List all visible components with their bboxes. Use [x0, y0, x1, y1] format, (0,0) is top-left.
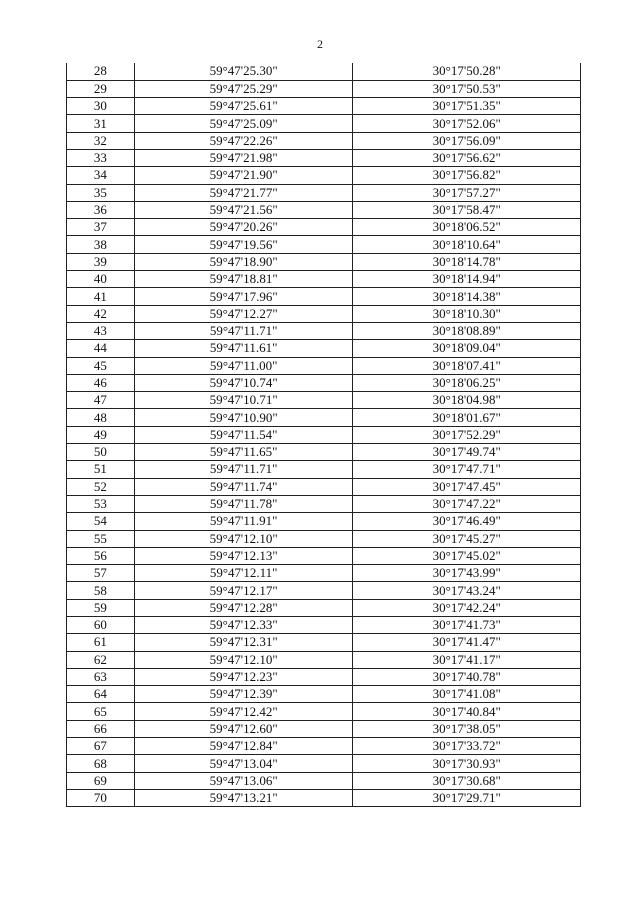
table-row [67, 98, 581, 115]
point-number-cell: 38 [67, 236, 135, 253]
latitude-cell: 59°47'18.81" [134, 271, 353, 288]
longitude-cell: 30°18'09.04" [353, 340, 581, 357]
longitude-cell: 30°17'47.71" [353, 461, 581, 478]
table-row [67, 132, 581, 149]
point-number-cell: 55 [67, 530, 135, 547]
longitude-cell: 30°18'07.41" [353, 357, 581, 374]
point-number-cell: 50 [67, 444, 135, 461]
latitude-cell: 59°47'19.56" [134, 236, 353, 253]
longitude-cell: 30°17'51.35" [353, 98, 581, 115]
longitude-cell: 30°17'50.28" [353, 63, 581, 80]
latitude-cell: 59°47'12.10" [134, 651, 353, 668]
table-row [67, 634, 581, 651]
table-row [67, 80, 581, 97]
table-row [67, 565, 581, 582]
table-row [67, 530, 581, 547]
point-number-cell: 63 [67, 668, 135, 685]
longitude-cell: 30°17'56.82" [353, 167, 581, 184]
latitude-cell: 59°47'11.71" [134, 461, 353, 478]
longitude-cell: 30°17'29.71" [353, 789, 581, 806]
longitude-cell: 30°17'40.78" [353, 668, 581, 685]
latitude-cell: 59°47'21.77" [134, 184, 353, 201]
latitude-cell: 59°47'12.10" [134, 530, 353, 547]
point-number-cell: 32 [67, 132, 135, 149]
longitude-cell: 30°17'41.47" [353, 634, 581, 651]
point-number-cell: 59 [67, 599, 135, 616]
latitude-cell: 59°47'21.56" [134, 201, 353, 218]
table-row [67, 738, 581, 755]
point-number-cell: 46 [67, 374, 135, 391]
latitude-cell: 59°47'13.04" [134, 755, 353, 772]
latitude-cell: 59°47'13.06" [134, 772, 353, 789]
longitude-cell: 30°18'14.38" [353, 288, 581, 305]
point-number-cell: 41 [67, 288, 135, 305]
point-number-cell: 37 [67, 219, 135, 236]
latitude-cell: 59°47'25.30" [134, 63, 353, 80]
point-number-cell: 53 [67, 495, 135, 512]
point-number-cell: 54 [67, 513, 135, 530]
latitude-cell: 59°47'12.39" [134, 686, 353, 703]
longitude-cell: 30°17'41.08" [353, 686, 581, 703]
longitude-cell: 30°17'52.06" [353, 115, 581, 132]
table-row [67, 392, 581, 409]
table-row [67, 115, 581, 132]
longitude-cell: 30°18'14.94" [353, 271, 581, 288]
table-row [67, 426, 581, 443]
longitude-cell: 30°17'57.27" [353, 184, 581, 201]
latitude-cell: 59°47'21.98" [134, 149, 353, 166]
table-row [67, 374, 581, 391]
longitude-cell: 30°17'56.09" [353, 132, 581, 149]
longitude-cell: 30°17'50.53" [353, 80, 581, 97]
point-number-cell: 49 [67, 426, 135, 443]
point-number-cell: 51 [67, 461, 135, 478]
coordinates-table-body [67, 63, 581, 807]
latitude-cell: 59°47'12.13" [134, 547, 353, 564]
latitude-cell: 59°47'11.71" [134, 322, 353, 339]
longitude-cell: 30°17'41.17" [353, 651, 581, 668]
point-number-cell: 69 [67, 772, 135, 789]
table-row [67, 63, 581, 80]
point-number-cell: 29 [67, 80, 135, 97]
table-row [67, 409, 581, 426]
table-row [67, 495, 581, 512]
table-row [67, 668, 581, 685]
latitude-cell: 59°47'12.31" [134, 634, 353, 651]
latitude-cell: 59°47'25.61" [134, 98, 353, 115]
point-number-cell: 62 [67, 651, 135, 668]
latitude-cell: 59°47'12.84" [134, 738, 353, 755]
latitude-cell: 59°47'12.33" [134, 617, 353, 634]
point-number-cell: 39 [67, 253, 135, 270]
point-number-cell: 33 [67, 149, 135, 166]
point-number-cell: 44 [67, 340, 135, 357]
point-number-cell: 68 [67, 755, 135, 772]
table-row [67, 686, 581, 703]
latitude-cell: 59°47'12.17" [134, 582, 353, 599]
longitude-cell: 30°18'10.30" [353, 305, 581, 322]
table-row [67, 755, 581, 772]
point-number-cell: 47 [67, 392, 135, 409]
point-number-cell: 66 [67, 720, 135, 737]
table-row [67, 184, 581, 201]
latitude-cell: 59°47'11.65" [134, 444, 353, 461]
table-row [67, 547, 581, 564]
table-row [67, 322, 581, 339]
point-number-cell: 57 [67, 565, 135, 582]
longitude-cell: 30°18'08.89" [353, 322, 581, 339]
point-number-cell: 60 [67, 617, 135, 634]
longitude-cell: 30°17'49.74" [353, 444, 581, 461]
latitude-cell: 59°47'11.54" [134, 426, 353, 443]
point-number-cell: 31 [67, 115, 135, 132]
table-row [67, 599, 581, 616]
longitude-cell: 30°17'47.22" [353, 495, 581, 512]
latitude-cell: 59°47'10.74" [134, 374, 353, 391]
table-row [67, 461, 581, 478]
table-row [67, 253, 581, 270]
table-row [67, 236, 581, 253]
coordinates-table [66, 63, 581, 807]
longitude-cell: 30°18'01.67" [353, 409, 581, 426]
latitude-cell: 59°47'25.29" [134, 80, 353, 97]
table-row [67, 357, 581, 374]
point-number-cell: 67 [67, 738, 135, 755]
latitude-cell: 59°47'12.23" [134, 668, 353, 685]
table-row [67, 478, 581, 495]
latitude-cell: 59°47'18.90" [134, 253, 353, 270]
table-row [67, 201, 581, 218]
longitude-cell: 30°17'52.29" [353, 426, 581, 443]
longitude-cell: 30°17'42.24" [353, 599, 581, 616]
point-number-cell: 61 [67, 634, 135, 651]
table-row [67, 617, 581, 634]
table-row [67, 288, 581, 305]
table-row [67, 720, 581, 737]
latitude-cell: 59°47'10.71" [134, 392, 353, 409]
longitude-cell: 30°17'30.68" [353, 772, 581, 789]
longitude-cell: 30°17'45.27" [353, 530, 581, 547]
point-number-cell: 70 [67, 789, 135, 806]
table-row [67, 219, 581, 236]
table-row [67, 340, 581, 357]
point-number-cell: 36 [67, 201, 135, 218]
point-number-cell: 52 [67, 478, 135, 495]
table-row [67, 789, 581, 806]
latitude-cell: 59°47'21.90" [134, 167, 353, 184]
longitude-cell: 30°18'06.25" [353, 374, 581, 391]
latitude-cell: 59°47'22.26" [134, 132, 353, 149]
point-number-cell: 40 [67, 271, 135, 288]
longitude-cell: 30°17'38.05" [353, 720, 581, 737]
longitude-cell: 30°17'41.73" [353, 617, 581, 634]
table-row [67, 149, 581, 166]
latitude-cell: 59°47'25.09" [134, 115, 353, 132]
longitude-cell: 30°17'33.72" [353, 738, 581, 755]
table-row [67, 513, 581, 530]
point-number-cell: 34 [67, 167, 135, 184]
latitude-cell: 59°47'11.61" [134, 340, 353, 357]
latitude-cell: 59°47'11.78" [134, 495, 353, 512]
latitude-cell: 59°47'12.60" [134, 720, 353, 737]
latitude-cell: 59°47'17.96" [134, 288, 353, 305]
point-number-cell: 42 [67, 305, 135, 322]
longitude-cell: 30°17'46.49" [353, 513, 581, 530]
table-row [67, 582, 581, 599]
longitude-cell: 30°18'06.52" [353, 219, 581, 236]
longitude-cell: 30°17'45.02" [353, 547, 581, 564]
table-row [67, 444, 581, 461]
longitude-cell: 30°17'43.24" [353, 582, 581, 599]
latitude-cell: 59°47'11.74" [134, 478, 353, 495]
point-number-cell: 56 [67, 547, 135, 564]
longitude-cell: 30°17'47.45" [353, 478, 581, 495]
latitude-cell: 59°47'12.28" [134, 599, 353, 616]
table-row [67, 651, 581, 668]
longitude-cell: 30°18'04.98" [353, 392, 581, 409]
longitude-cell: 30°18'14.78" [353, 253, 581, 270]
point-number-cell: 30 [67, 98, 135, 115]
table-row [67, 271, 581, 288]
point-number-cell: 48 [67, 409, 135, 426]
latitude-cell: 59°47'11.91" [134, 513, 353, 530]
point-number-cell: 35 [67, 184, 135, 201]
point-number-cell: 58 [67, 582, 135, 599]
point-number-cell: 43 [67, 322, 135, 339]
point-number-cell: 45 [67, 357, 135, 374]
latitude-cell: 59°47'12.42" [134, 703, 353, 720]
latitude-cell: 59°47'20.26" [134, 219, 353, 236]
point-number-cell: 28 [67, 63, 135, 80]
page-number: 2 [317, 37, 323, 51]
table-row [67, 772, 581, 789]
longitude-cell: 30°17'30.93" [353, 755, 581, 772]
table-row [67, 703, 581, 720]
point-number-cell: 65 [67, 703, 135, 720]
latitude-cell: 59°47'13.21" [134, 789, 353, 806]
latitude-cell: 59°47'12.11" [134, 565, 353, 582]
table-row [67, 167, 581, 184]
longitude-cell: 30°18'10.64" [353, 236, 581, 253]
latitude-cell: 59°47'10.90" [134, 409, 353, 426]
table-row [67, 305, 581, 322]
longitude-cell: 30°17'43.99" [353, 565, 581, 582]
point-number-cell: 64 [67, 686, 135, 703]
latitude-cell: 59°47'12.27" [134, 305, 353, 322]
longitude-cell: 30°17'56.62" [353, 149, 581, 166]
latitude-cell: 59°47'11.00" [134, 357, 353, 374]
longitude-cell: 30°17'40.84" [353, 703, 581, 720]
longitude-cell: 30°17'58.47" [353, 201, 581, 218]
